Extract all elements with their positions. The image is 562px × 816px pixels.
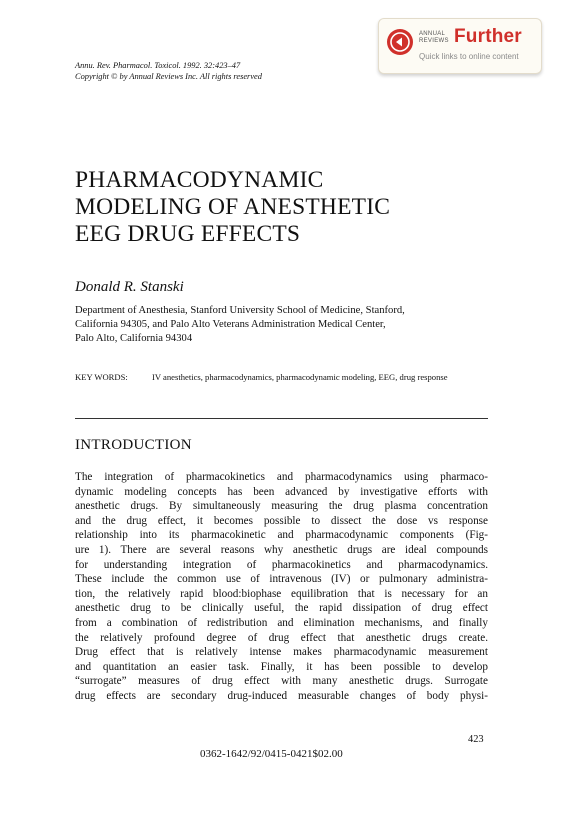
section-heading: INTRODUCTION [75,437,192,453]
affiliation-line: Palo Alto, California 94304 [75,333,193,344]
keywords-label: KEY WORDS: [75,372,128,382]
body-line: dynamic modeling concepts has been advanced by investigative efforts with [75,485,488,498]
body-line: anesthetic drug to be clinically useful, the rapid dissipation of drug effect [75,602,488,615]
article-code: 0362-1642/92/0415-0421$02.00 [200,748,343,760]
page-number: 423 [468,734,484,745]
citation-block [75,60,262,82]
body-line: tion, the relatively rapid blood:biophase equilibration that is necessary for an [75,587,488,600]
annual-reviews-further-badge[interactable] [378,18,542,74]
badge-publisher-label: ANNUAL REVIEWS [419,31,449,44]
body-line: anesthetic drugs. By simultaneously measuring the drug plasma concentration [75,500,488,513]
body-line: relationship into its pharmacokinetic and pharmacodynamic components (Fig- [75,529,488,542]
badge-further-label: Further [454,26,522,47]
article-title [75,167,390,248]
body-line: The integration of pharmacokinetics and pharmacodynamics using pharmaco- [75,471,488,483]
badge-subtitle: Quick links to online content [419,52,519,61]
author-name: Donald R. Stanski [75,279,184,295]
body-line: These include the common use of intravenous (IV) or pulmonary administra- [75,573,488,586]
body-line: drug effects are secondary drug-induced measurable changes of body physi- [75,689,488,702]
author-affiliation [75,304,405,346]
title-line: MODELING OF ANESTHETIC [75,194,391,220]
title-line: EEG DRUG EFFECTS [75,221,301,247]
body-line: from a combination of redistribution and elimination mechanisms, and finally [75,616,488,629]
body-line: the relatively profound degree of drug effect that anesthetic drugs create. [75,631,488,644]
affiliation-line: California 94305, and Palo Alto Veterans Administration Medical Center, [75,319,386,330]
body-line: and quantitation an easier task. Finally, it has been possible to develop [75,660,488,673]
body-line: for understanding integration of pharmacokinetics and pharmacodynamics. [75,558,488,571]
section-divider [75,418,488,419]
body-line: Drug effect that is relatively intense makes pharmacodynamic measurement [75,646,488,659]
body-line: and the drug effect, it becomes possible to dissect the dose vs response [75,514,488,527]
body-line: ure 1). There are several reasons why anesthetic drugs are ideal compounds [75,543,488,556]
arrow-left-icon [387,29,413,55]
body-text [75,470,488,704]
body-line: “surrogate” measures of drug effect with many anesthetic drugs. Surrogate [75,675,488,688]
keywords-text: IV anesthetics, pharmacodynamics, pharmacodynamic modeling, EEG, drug response [152,372,448,382]
citation-journal: Annu. Rev. Pharmacol. Toxicol. 1992. 32:423–47 [75,61,241,70]
title-line: PHARMACODYNAMIC [75,167,324,193]
citation-copyright: Copyright © by Annual Reviews Inc. All rights reserved [75,72,262,81]
affiliation-line: Department of Anesthesia, Stanford University School of Medicine, Stanford, [75,305,405,316]
